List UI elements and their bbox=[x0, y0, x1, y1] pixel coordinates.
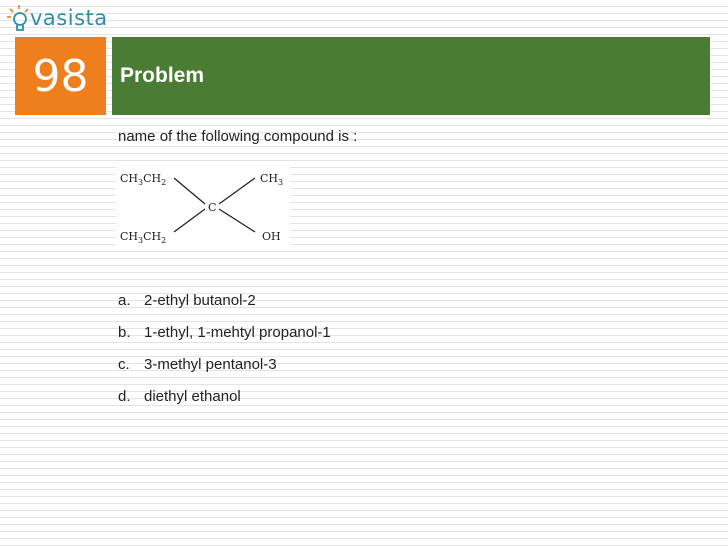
option-letter: b. bbox=[118, 324, 131, 341]
bond-top-left bbox=[174, 178, 205, 204]
option-d bbox=[118, 388, 331, 408]
vasista-logo bbox=[6, 4, 108, 34]
bond-bottom-right bbox=[219, 209, 255, 232]
question-text: name of the following compound is : bbox=[118, 128, 358, 145]
bond-top-right bbox=[219, 178, 255, 204]
option-a bbox=[118, 292, 331, 312]
option-c bbox=[118, 356, 331, 376]
option-letter: c. bbox=[118, 356, 130, 373]
option-letter: a. bbox=[118, 292, 131, 309]
option-text: diethyl ethanol bbox=[144, 388, 241, 405]
structure-bottom-right: OH bbox=[262, 230, 281, 243]
svg-text:CH3CH2: $CH_3CH_2$ bbox=[120, 230, 167, 245]
structure-top-left bbox=[120, 172, 166, 187]
answer-options bbox=[118, 292, 331, 420]
slide-title: Problem bbox=[120, 64, 205, 87]
structure-bottom-left bbox=[120, 230, 166, 245]
compound-structure bbox=[116, 166, 290, 250]
logo-text: vasista bbox=[30, 6, 108, 30]
slide-number: 98 bbox=[15, 37, 106, 115]
structure-center-carbon: C bbox=[208, 201, 217, 214]
lightbulb-icon bbox=[6, 4, 32, 34]
option-text: 2-ethyl butanol-2 bbox=[144, 292, 256, 309]
title-bar bbox=[112, 37, 710, 115]
option-letter: d. bbox=[118, 388, 131, 405]
svg-text:CH3: $CH_3$ bbox=[260, 172, 284, 187]
svg-text:CH3CH2: $CH_3CH_2$ bbox=[120, 172, 167, 187]
option-text: 3-methyl pentanol-3 bbox=[144, 356, 277, 373]
bond-bottom-left bbox=[174, 209, 205, 232]
option-b bbox=[118, 324, 331, 344]
option-text: 1-ethyl, 1-mehtyl propanol-1 bbox=[144, 324, 331, 341]
structure-top-right bbox=[260, 172, 283, 187]
